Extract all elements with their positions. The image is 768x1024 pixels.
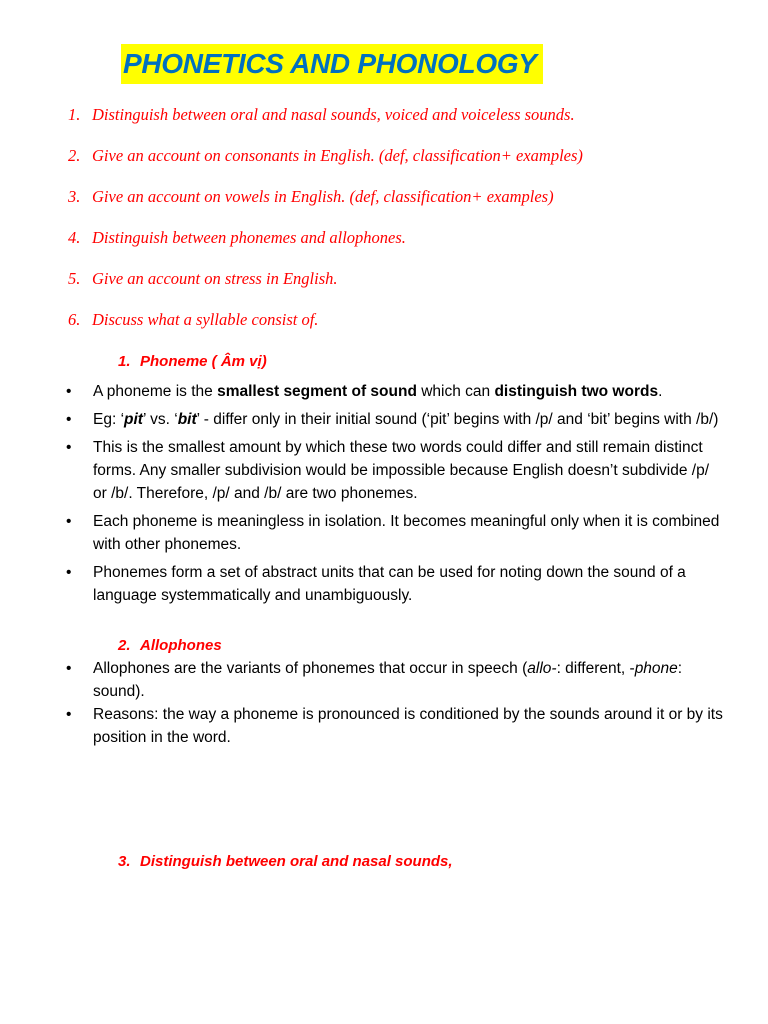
question-list (68, 104, 583, 350)
question-item (68, 145, 583, 186)
allophone-bullets (66, 657, 726, 749)
question-text: Distinguish between oral and nasal sounds, voiced and voiceless sounds. (92, 105, 575, 124)
section-number: 3. (118, 853, 131, 870)
bullet-item: • This is the smallest amount by which these two words could differ and still remain distinct forms. Any smaller subdivision would be impossible because English doesn’t subdivide /p/ or /b/. Therefore, /p/ and /b/ are two phonemes. (66, 436, 726, 505)
question-number: 3. (68, 187, 81, 206)
bullet-dot: • (66, 706, 72, 723)
bullet-item: • A phoneme is the smallest segment of sound which can distinguish two words. (66, 380, 726, 403)
page-title: PHONETICS AND PHONOLOGY (121, 44, 543, 84)
bullet-item: • Each phoneme is meaningless in isolation. It becomes meaningful only when it is combined with other phonemes. (66, 510, 726, 556)
question-number: 4. (68, 228, 81, 247)
question-text: Distinguish between phonemes and allophones. (92, 228, 406, 247)
question-item (68, 268, 583, 309)
section-title: Distinguish between oral and nasal sounds, (140, 853, 453, 870)
question-number: 2. (68, 146, 81, 165)
section-number: 2. (118, 637, 131, 654)
section-heading-oral-nasal (118, 852, 453, 872)
question-item (68, 186, 583, 227)
section-title: Allophones (140, 637, 222, 654)
section-heading-phoneme (118, 352, 267, 372)
section-title: Phoneme ( Âm vị) (140, 353, 267, 370)
question-text: Give an account on vowels in English. (def, classification+ examples) (92, 187, 554, 206)
phoneme-bullets (66, 380, 726, 612)
bullet-dot: • (66, 564, 72, 581)
bullet-dot: • (66, 439, 72, 456)
bullet-item: • Reasons: the way a phoneme is pronounced is conditioned by the sounds around it or by its position in the word. (66, 703, 726, 749)
question-text: Give an account on stress in English. (92, 269, 338, 288)
question-item (68, 104, 583, 145)
question-number: 1. (68, 105, 81, 124)
bullet-item: • Eg: ‘pit’ vs. ‘bit’ - differ only in their initial sound (‘pit’ begins with /p/ and ‘bit’ begins with /b/) (66, 408, 726, 431)
bullet-dot: • (66, 383, 72, 400)
question-item (68, 227, 583, 268)
question-number: 5. (68, 269, 81, 288)
question-number: 6. (68, 310, 81, 329)
bullet-item: • Allophones are the variants of phonemes that occur in speech (allo-: different, -phone: sound). (66, 657, 726, 703)
bullet-dot: • (66, 513, 72, 530)
bullet-dot: • (66, 660, 72, 677)
section-heading-allophones (118, 636, 222, 656)
section-number: 1. (118, 353, 131, 370)
question-text: Discuss what a syllable consist of. (92, 310, 319, 329)
question-item (68, 309, 583, 350)
question-text: Give an account on consonants in English. (def, classification+ examples) (92, 146, 583, 165)
bullet-dot: • (66, 411, 72, 428)
bullet-item: • Phonemes form a set of abstract units that can be used for noting down the sound of a language systemmatically and unambiguously. (66, 561, 726, 607)
